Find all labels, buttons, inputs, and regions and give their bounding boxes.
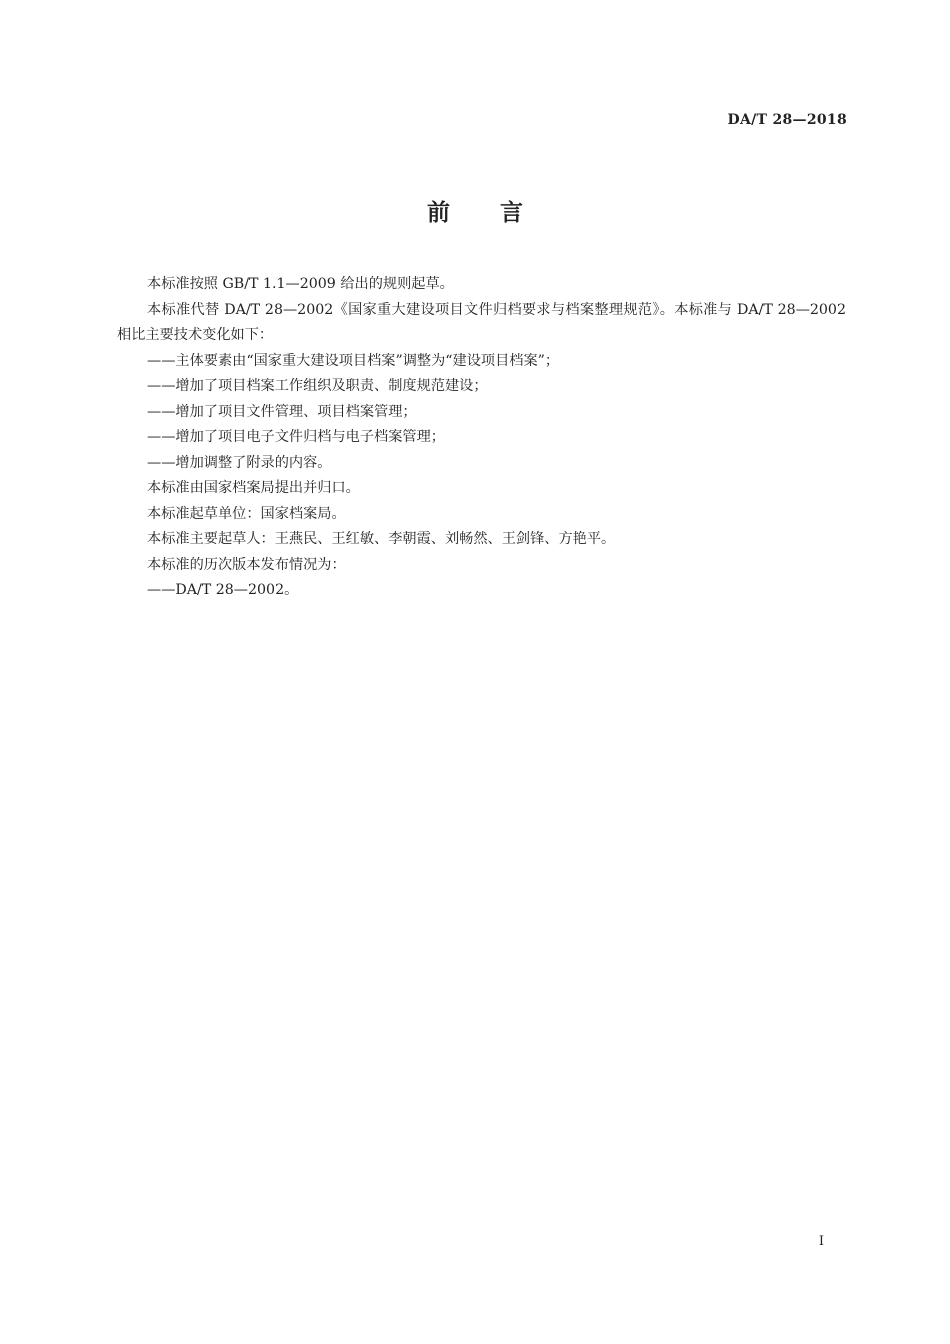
paragraph-version-history: 本标准的历次版本发布情况为： bbox=[147, 556, 346, 573]
standard-code-header: DA/T 28—2018 bbox=[727, 112, 847, 128]
change-item-main-elements: ——主体要素由“国家重大建设项目档案”调整为“建设项目档案”； bbox=[147, 352, 560, 369]
change-item-appendix: ——增加调整了附录的内容。 bbox=[147, 454, 332, 471]
paragraph-drafters: 本标准主要起草人：王燕民、王红敏、李朝霞、刘畅然、王剑锋、方艳平。 bbox=[147, 531, 616, 547]
page-title: 前言 bbox=[427, 200, 573, 226]
paragraph-replacement-note: 本标准代替 DA/T 28—2002《国家重大建设项目文件归档要求与档案整理规范》。本标准与 DA/T 28—2002 相比主要技术变化如下： bbox=[117, 301, 846, 343]
change-item-organization: ——增加了项目档案工作组织及职责、制度规范建设； bbox=[147, 378, 488, 394]
version-history-item: ——DA/T 28—2002。 bbox=[147, 582, 299, 598]
foreword-body bbox=[117, 272, 846, 604]
page-number: I bbox=[818, 1234, 824, 1249]
paragraph-drafting-rules: 本标准按照 GB/T 1.1—2009 给出的规则起草。 bbox=[147, 276, 454, 292]
change-item-electronic-records: ——增加了项目电子文件归档与电子档案管理； bbox=[147, 429, 445, 445]
change-item-file-management: ——增加了项目文件管理、项目档案管理； bbox=[147, 403, 417, 420]
paragraph-proposer: 本标准由国家档案局提出并归口。 bbox=[147, 480, 360, 496]
paragraph-drafting-unit: 本标准起草单位：国家档案局。 bbox=[147, 505, 346, 522]
